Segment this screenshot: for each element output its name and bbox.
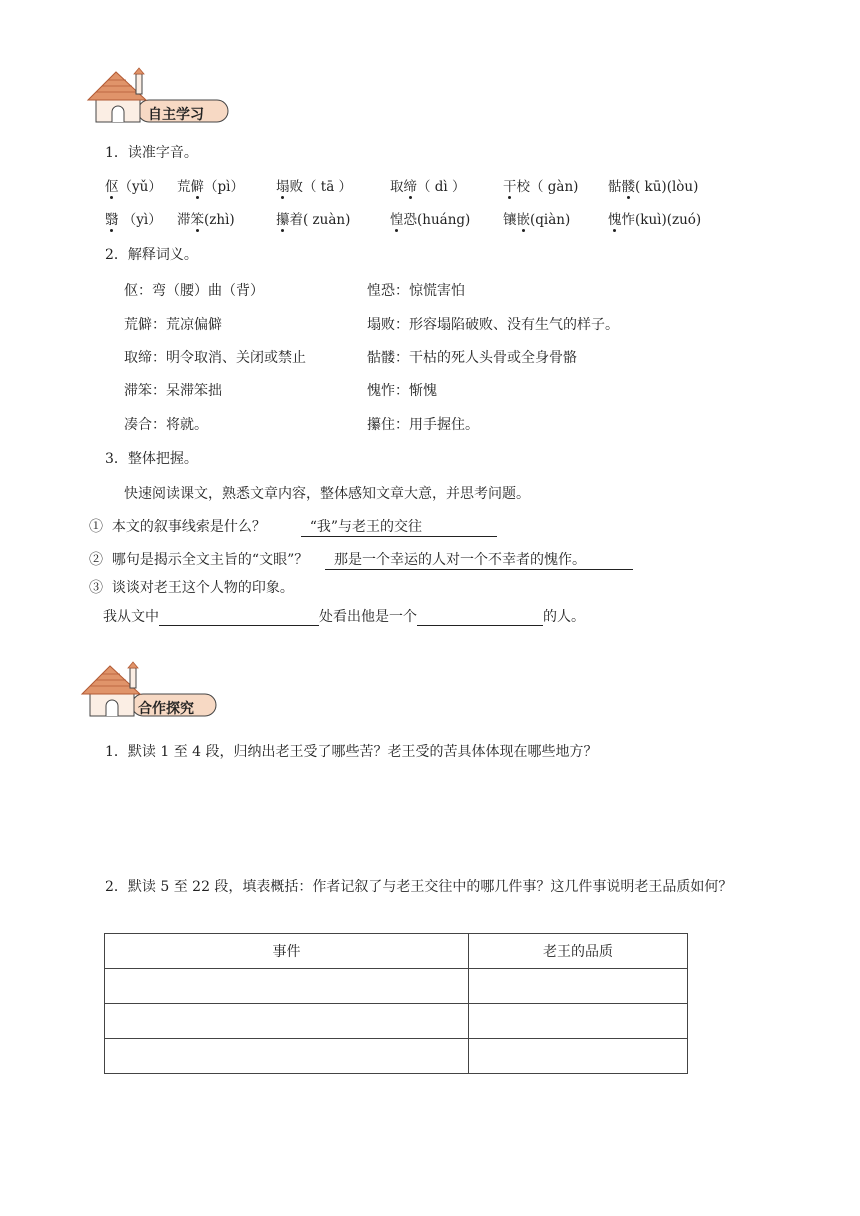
question-item (89, 549, 633, 570)
table-header-row (105, 934, 688, 969)
definition-right: 惶恐：惊慌害怕 (367, 283, 465, 299)
item-number: ③ (89, 580, 103, 596)
table-row (105, 1039, 688, 1074)
section-badge-cooperative (80, 660, 230, 720)
pinyin-item: 翳 （yì） (105, 212, 162, 228)
question-title: 3．整体把握。 (105, 451, 198, 467)
item-answer: “我”与老王的交往 (301, 516, 497, 537)
definition-left: 伛：弯（腰）曲（背） (124, 283, 264, 299)
definition-left: 荒僻：荒凉偏僻 (124, 317, 222, 333)
pinyin-item: 荒僻（pì） (177, 179, 244, 195)
table-row (105, 969, 688, 1004)
question-title: 1．读准字音。 (105, 145, 198, 161)
table-cell[interactable] (105, 1039, 469, 1074)
item-answer: 那是一个幸运的人对一个不幸者的愧作。 (325, 549, 633, 570)
section-title: 合作探究 (138, 701, 194, 717)
table-header: 老王的品质 (469, 934, 688, 969)
fill-in-sentence: 我从文中 处看出他是一个 的人。 (103, 609, 585, 625)
question-item (89, 577, 294, 597)
section-title: 自主学习 (148, 107, 204, 123)
pinyin-item: 镶嵌(qiàn) (503, 212, 571, 228)
item-number: ② (89, 552, 103, 568)
table-cell[interactable] (469, 1004, 688, 1039)
item-number: ① (89, 519, 103, 535)
table-cell[interactable] (469, 1039, 688, 1074)
question-title: 2．默读 5 至 22 段，填表概括：作者记叙了与老王交往中的哪几件事？这几件事说明老王品质如何？ (105, 879, 733, 895)
table-header: 事件 (105, 934, 469, 969)
definition-right: 攥住：用手握住。 (367, 417, 479, 433)
item-question: 哪句是揭示全文主旨的“文眼”？ (111, 552, 309, 568)
pinyin-item: 惶恐(huáng) (390, 212, 471, 228)
pinyin-item: 愧怍(kuì)(zuó) (608, 212, 702, 228)
summary-table (104, 933, 688, 1074)
pinyin-item: 塌败（ tā ） (276, 179, 353, 195)
pinyin-item: 取缔（ dì ） (390, 179, 466, 195)
definition-right: 塌败：形容塌陷破败、没有生气的样子。 (367, 317, 619, 333)
definition-right: 愧怍：惭愧 (367, 383, 437, 399)
pinyin-item: 骷髅( kū)(lòu) (608, 179, 699, 195)
table-cell[interactable] (105, 1004, 469, 1039)
definition-left: 取缔：明令取消、关闭或禁止 (124, 350, 306, 366)
section-badge-self-study (86, 66, 236, 126)
definition-right: 骷髅：干枯的死人头骨或全身骨骼 (367, 350, 577, 366)
table-cell[interactable] (105, 969, 469, 1004)
question-intro: 快速阅读课文，熟悉文章内容，整体感知文章大意，并思考问题。 (124, 486, 530, 502)
answer-blank[interactable] (417, 609, 543, 626)
pinyin-item: 滞笨(zhì) (177, 212, 235, 228)
pinyin-item: 伛（yǔ） (105, 179, 162, 195)
definition-left: 凑合：将就。 (124, 417, 208, 433)
question-title: 1．默读 1 至 4 段，归纳出老王受了哪些苦？老王受的苦具体体现在哪些地方？ (105, 744, 598, 760)
table-cell[interactable] (469, 969, 688, 1004)
item-question: 本文的叙事线索是什么？ (111, 519, 266, 535)
pinyin-item: 攥着( zuàn) (276, 212, 351, 228)
answer-blank[interactable] (159, 609, 319, 626)
item-question: 谈谈对老王这个人物的印象。 (111, 580, 294, 596)
pinyin-item: 干校（ gàn) (503, 179, 579, 195)
question-title: 2．解释词义。 (105, 247, 198, 263)
table-row (105, 1004, 688, 1039)
definition-left: 滞笨：呆滞笨拙 (124, 383, 222, 399)
question-item (89, 516, 497, 537)
